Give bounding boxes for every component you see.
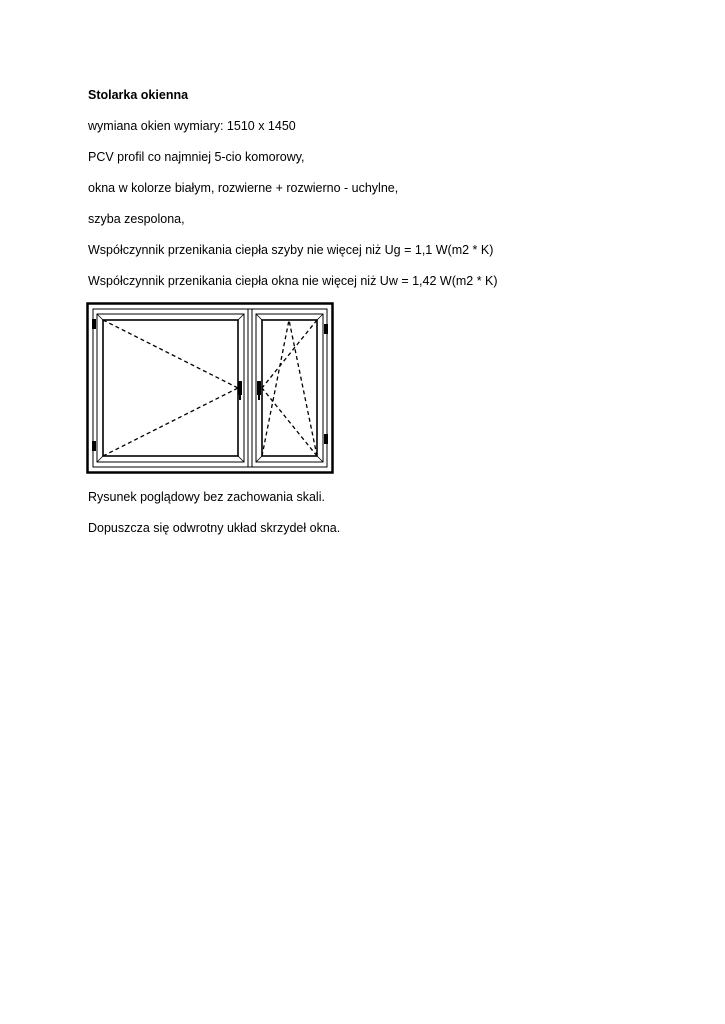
- hinge-icon: [92, 319, 96, 329]
- right-sash: [256, 314, 328, 462]
- hinge-icon: [92, 441, 96, 451]
- left-sash: [92, 314, 244, 462]
- spec-line-ug: Współczynnik przenikania ciepła szyby nie więcej niż Ug = 1,1 W(m2 * K): [88, 243, 494, 257]
- handle-icon: [257, 381, 261, 400]
- hinge-icon: [324, 324, 328, 334]
- window-drawing-icon: [86, 302, 334, 474]
- spec-line-glazing: szyba zespolona,: [88, 212, 185, 226]
- spec-line-uw: Współczynnik przenikania ciepła okna nie więcej niż Uw = 1,42 W(m2 * K): [88, 274, 498, 288]
- hinge-icon: [324, 434, 328, 444]
- spec-line-color-opening: okna w kolorze białym, rozwierne + rozwierno - uchylne,: [88, 181, 399, 195]
- drawing-caption-scale: Rysunek poglądowy bez zachowania skali.: [88, 490, 325, 504]
- drawing-caption-layout: Dopuszcza się odwrotny układ skrzydeł okna.: [88, 521, 341, 535]
- document-title: Stolarka okienna: [88, 88, 189, 102]
- spec-line-profile: PCV profil co najmniej 5-cio komorowy,: [88, 150, 305, 164]
- spec-line-dimensions: wymiana okien wymiary: 1510 x 1450: [88, 119, 296, 133]
- window-outer-frame: [88, 304, 333, 473]
